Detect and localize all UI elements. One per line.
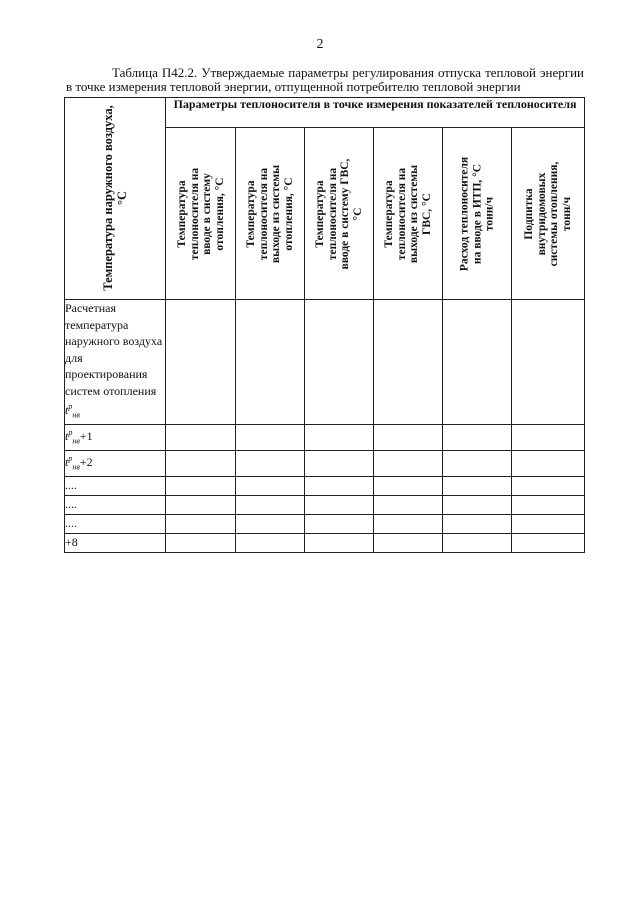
table-caption: [66, 66, 584, 94]
table-row: [65, 495, 585, 514]
caption-title-line1: Утверждаемые параметры регулирования отпуска тепловой энергии: [201, 65, 585, 80]
column-header-text: Температура теплоносителя на вводе в систему отопления, °С: [175, 167, 225, 260]
column-header: [443, 128, 512, 300]
column-header-text: Температура теплоносителя на вводе в систему ГВС, °С: [314, 158, 364, 269]
row-label: $t^р_{нв}+1$: [65, 424, 166, 450]
column-header: [512, 128, 585, 300]
caption-title-line2: в точке измерения тепловой энергии, отпущенной потребителю тепловой энергии: [66, 79, 521, 94]
column-header-text: Температура теплоносителя на выходе из системы ГВС, °С: [383, 164, 433, 263]
row-label: ....: [65, 514, 166, 533]
column-header-text: Подпитка внутридомовых системы отопления, тонн/ч: [523, 161, 573, 266]
outdoor-temp-header-text: Температура наружного воздуха, °С: [101, 105, 129, 291]
row-label: +8: [65, 533, 166, 552]
table-row: [65, 514, 585, 533]
column-header-text: Расход теплоносителя на вводе в ИТП, °С тонн/ч: [458, 156, 496, 271]
column-header: [374, 128, 443, 300]
column-header: [236, 128, 305, 300]
design-temp-label: [65, 300, 166, 425]
row-label: ....: [65, 476, 166, 495]
column-header-text: Температура теплоносителя на выходе из системы отопления, °С: [245, 164, 295, 263]
column-header: [305, 128, 374, 300]
parameters-table: [64, 97, 585, 553]
page-number: 2: [316, 37, 324, 52]
caption-label: Таблица П42.2.: [112, 65, 198, 80]
outdoor-temp-header: [65, 98, 166, 300]
coolant-params-header: Параметры теплоносителя в точке измерения показателей теплоносителя: [166, 98, 585, 128]
table-row: [65, 476, 585, 495]
table-row: [65, 300, 585, 425]
table-row: [65, 424, 585, 450]
table-row: [65, 533, 585, 552]
design-temp-text: Расчетная температура наружного воздуха для проектирования систем отопления: [65, 301, 163, 398]
table-row: [65, 450, 585, 476]
row-label: $t^р_{нв}+2$: [65, 450, 166, 476]
column-header: [166, 128, 236, 300]
row-label: ....: [65, 495, 166, 514]
design-temp-symbol: $t^р_{нв}$: [65, 402, 80, 420]
